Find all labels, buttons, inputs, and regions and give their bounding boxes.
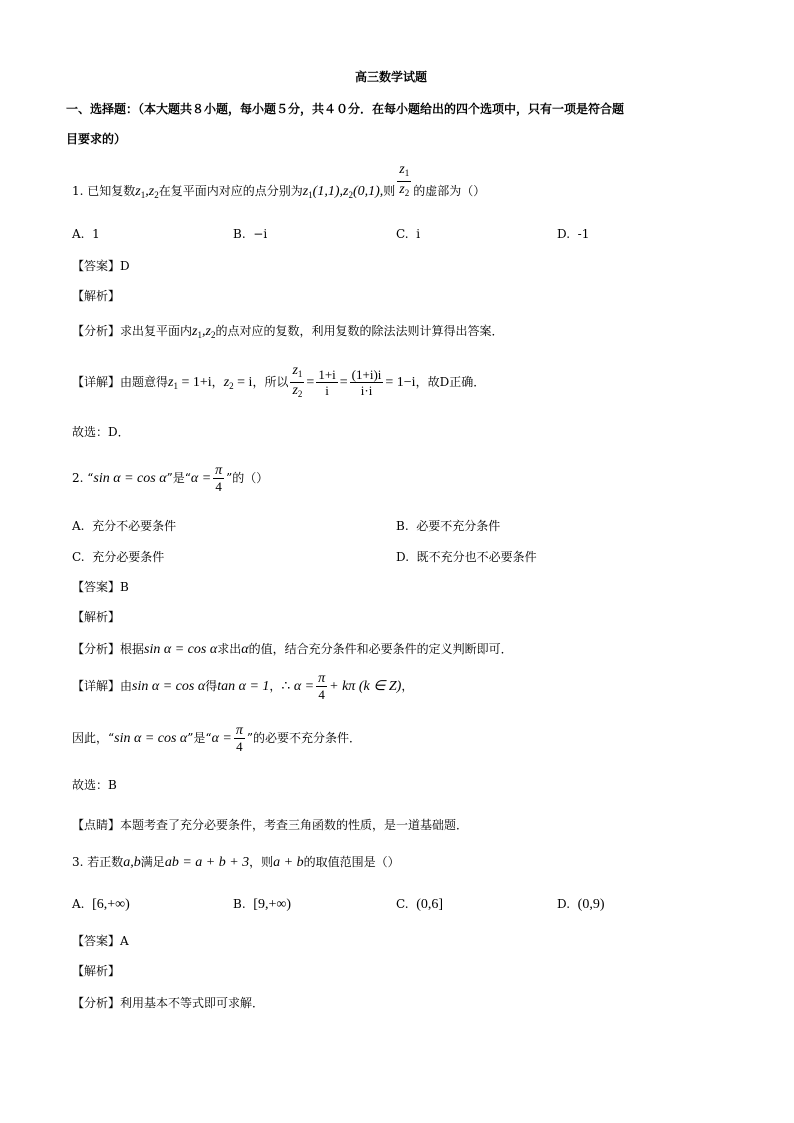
q2-dianjing: 【点睛】本题考查了充分必要条件，考查三角函数的性质，是一道基础题．	[72, 818, 469, 832]
question-3-stem: 3. 若正数a,b满足ab = a + b + 3，则a + b的取值范围是（）	[72, 855, 400, 870]
q2-analysis-tag: 【解析】	[72, 610, 121, 624]
q2-yinci: 因此，“sin α = cos α”是“α = $\frac{\pi}{4}$ ”的必要不充分条件．	[72, 723, 362, 754]
q1-option-c: C. i	[396, 227, 421, 241]
q1-answer: 【答案】D	[72, 259, 130, 273]
question-2-stem: 2. “sin α = cos α”是“α = $\frac{\pi}{4}$ ”的（）	[72, 463, 269, 494]
math-points: $z_1(1,1),z_2(0,1)$,	[302, 184, 384, 200]
question-number: 1.	[72, 184, 84, 198]
math-fraction-z1-z2: $\frac{z_1}{z_2}$	[399, 162, 410, 198]
q3-option-c: C. (0,6]	[396, 897, 444, 912]
q2-option-b: B. 必要不充分条件	[396, 519, 501, 533]
question-1-stem: 1. 已知复数$z_1,z_2$在复平面内对应的点分别为$z_1(1,1),z_2(0,1)$,则 $\frac{z_1}{z_2}$ 的虚部为（）	[72, 162, 486, 200]
q2-option-c: C. 充分必要条件	[72, 550, 165, 564]
q3-option-a: A. [6,+∞)	[72, 897, 130, 912]
page-title: 高三数学试题	[355, 70, 428, 84]
math-z1-z2: $z_1,z_2$	[135, 184, 159, 200]
section-heading-line2: 目要求的）	[66, 132, 127, 146]
q3-option-d: D. (0,9)	[557, 897, 605, 912]
section-heading-line1: 一、选择题：（本大题共８小题，每小题５分，共４０分．在每小题给出的四个选项中，只有一项是符合题	[66, 102, 625, 116]
q2-option-a: A. 充分不必要条件	[72, 519, 177, 533]
q1-fenxi: 【分析】求出复平面内$z_1,z_2$的点对应的复数，利用复数的除法法则计算得出答案．	[72, 324, 504, 340]
q2-fenxi: 【分析】根据sin α = cos α求出α的值，结合充分条件和必要条件的定义判断即可．	[72, 642, 513, 657]
q1-analysis-tag: 【解析】	[72, 289, 121, 303]
q2-conclusion: 故选：B	[72, 778, 117, 792]
q1-xiangjie: 【详解】由题意得$z_1 = 1+i$，$z_2 = i$，所以 $\frac{z_1}{z_2}$ = $\frac{1+i}{i}$ = $\frac{(1+i)i}{i\cdot i}$ = 1−i，故D正确．	[72, 363, 486, 399]
q3-fenxi: 【分析】利用基本不等式即可求解．	[72, 996, 265, 1010]
q3-answer: 【答案】A	[72, 934, 129, 948]
q1-option-a: A. 1	[72, 227, 100, 241]
q2-option-d: D. 既不充分也不必要条件	[396, 550, 537, 564]
q1-option-d: D. -1	[557, 227, 590, 241]
q2-answer: 【答案】B	[72, 580, 129, 594]
q3-option-b: B. [9,+∞)	[233, 897, 291, 912]
q1-conclusion: 故选：D．	[72, 425, 130, 439]
q2-xiangjie: 【详解】由sin α = cos α得tan α = 1，∴ α = $\frac{\pi}{4}$ + kπ (k ∈ Z)，	[72, 671, 414, 702]
q3-analysis-tag: 【解析】	[72, 964, 121, 978]
q1-option-b: B. −i	[233, 227, 268, 241]
